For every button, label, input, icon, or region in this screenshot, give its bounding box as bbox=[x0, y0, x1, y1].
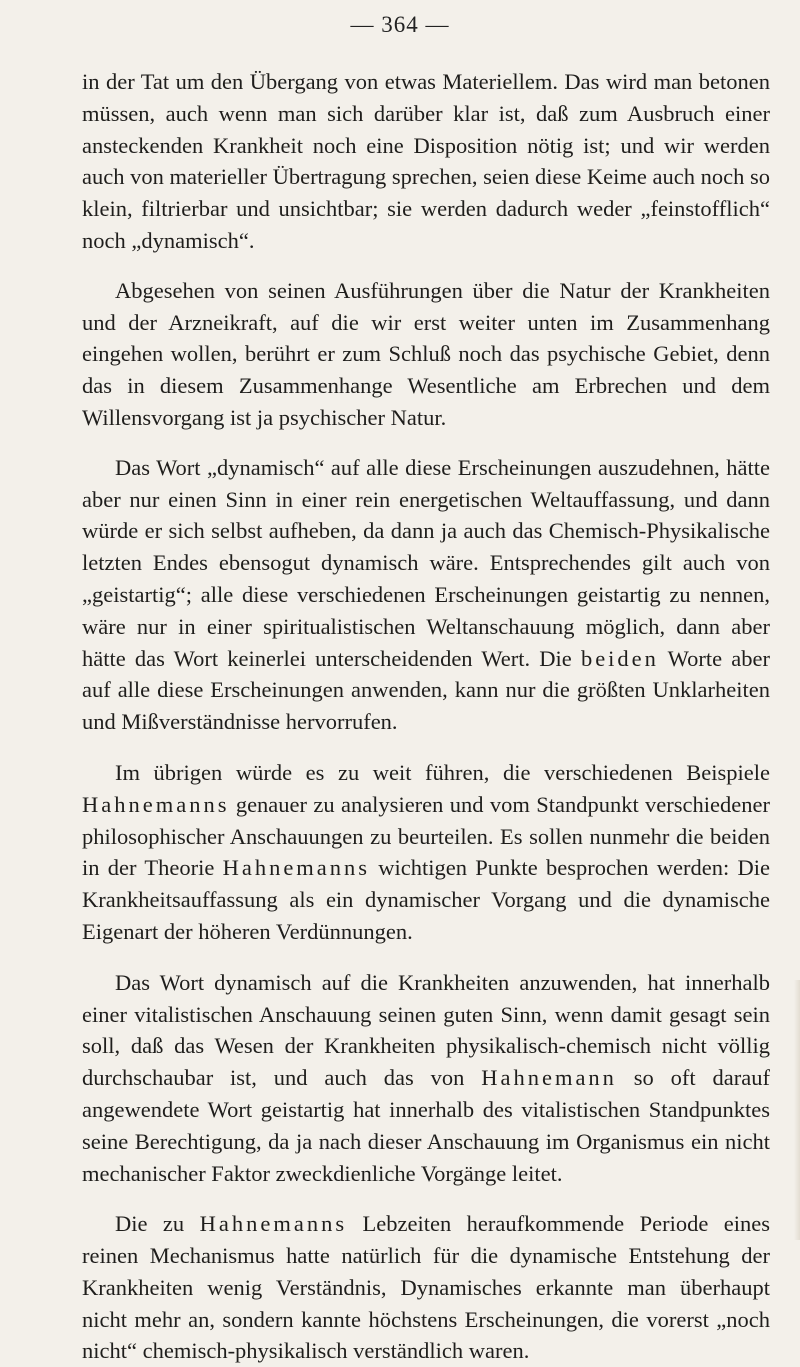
paragraph-5-emphasis: Hahnemann bbox=[481, 1065, 617, 1091]
paragraph-5-text-after: so oft darauf angewendete Wort geistartig hat innerhalb des vitalistischen Standpunktes seine Berechtigung, da ja nach dieser Anschauung im Organismus ein nicht mechanischer Faktor zweckdienliche Vorgänge leitet. bbox=[82, 1065, 770, 1186]
paragraph-4-emphasis-1: Hahnemanns bbox=[82, 791, 230, 817]
body-text bbox=[82, 66, 770, 1367]
paragraph-4-emphasis-2: Hahnemanns bbox=[222, 855, 371, 881]
paragraph-5-text-before: Das Wort dynamisch auf die Krankheiten anzuwenden, hat innerhalb einer vitalistischen Anschauung seinen guten Sinn, wenn damit gesagt sein soll, daß das Wesen der Krankheiten physikalisch-chemisch nicht völlig durchschaubar ist, und auch das von bbox=[82, 969, 770, 1091]
paragraph-2 bbox=[82, 275, 770, 434]
paragraph-1 bbox=[82, 66, 770, 257]
paragraph-6-text-after: Lebzeiten heraufkommende Periode eines reinen Mechanismus hatte natürlich für die dynamische Entstehung der Krankheiten wenig Verständnis, Dynamisches erkannte man überhaupt nicht mehr an, sondern kannte höchstens Erscheinungen, die vorerst „noch nicht“ chemisch-physikalisch verständlich waren. bbox=[82, 1211, 770, 1364]
page-edge-shadow bbox=[794, 980, 800, 1240]
paragraph-4-text-before: Im übrigen würde es zu weit führen, die verschiedenen Beispiele bbox=[115, 759, 770, 785]
paragraph-4-text-after: wichtigen Punkte besprochen werden: Die Krankheitsauffassung als ein dynamischer Vorgang und die dynamische Eigenart der höheren Verdünnungen. bbox=[82, 855, 770, 944]
paragraph-6-text-before: Die zu bbox=[115, 1211, 200, 1237]
paragraph-3-text-before: Das Wort „dynamisch“ auf alle diese Erscheinungen auszudehnen, hätte aber nur einen Sinn in einer rein energetischen Weltauffassung, und dann würde er sich selbst aufheben, da dann ja auch das Chemisch-Physikalische letzten Endes ebensogut dynamisch wäre. Entsprechendes gilt auch von „geistartig“; alle diese verschiedenen Erscheinungen geistartig zu nennen, wäre nur in einer spiritualistischen Weltanschauung möglich, dann aber hätte das Wort keinerlei unterscheidenden Wert. Die bbox=[82, 454, 770, 671]
paragraph-5 bbox=[82, 967, 770, 1190]
paragraph-6 bbox=[82, 1208, 770, 1367]
paragraph-3-text-after: Worte aber auf alle diese Erscheinungen anwenden, kann nur die größten Unklarheiten und Mißverständnisse hervorrufen. bbox=[82, 645, 770, 735]
paragraph-3-emphasis: beiden bbox=[580, 645, 659, 671]
paragraph-4 bbox=[82, 757, 770, 948]
paragraph-2-text: Abgesehen von seinen Ausführungen über die Natur der Krankheiten und der Arzneikraft, auf die wir erst weiter unten im Zusammenhang eingehen wollen, berührt er zum Schluß noch das psychische Gebiet, denn das in diesem Zusammenhange Wesentliche am Erbrechen und dem Willensvorgang ist ja psychischer Natur. bbox=[82, 277, 770, 430]
page-number: — 364 — bbox=[350, 12, 450, 37]
paragraph-6-emphasis: Hahnemanns bbox=[199, 1211, 348, 1237]
paragraph-4-text-middle: genauer zu analysieren und vom Standpunkt verschiedener philosophischer Anschauungen zu beurteilen. Es sollen nunmehr die beiden in der Theorie bbox=[82, 791, 770, 881]
paragraph-1-text: in der Tat um den Übergang von etwas Materiellem. Das wird man betonen müssen, auch wenn man sich darüber klar ist, daß zum Ausbruch einer ansteckenden Krankheit noch eine Disposition nötig ist; und wir werden auch von materieller Übertragung sprechen, seien diese Keime auch noch so klein, filtrierbar und unsichtbar; sie werden dadurch weder „feinstofflich“ noch „dynamisch“. bbox=[82, 69, 770, 253]
paragraph-3 bbox=[82, 452, 770, 738]
